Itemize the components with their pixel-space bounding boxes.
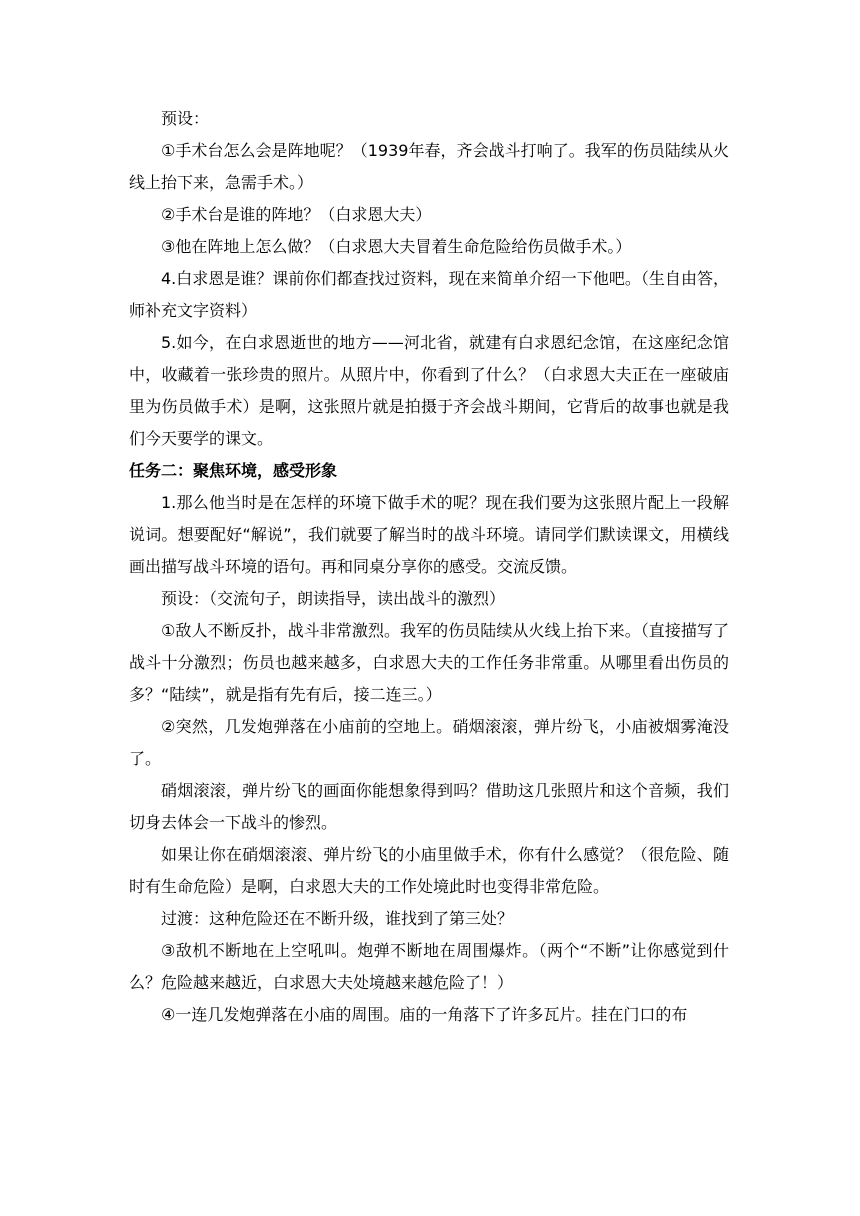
paragraph-imagine: 硝烟滚滚，弹片纷飞的画面你能想象得到吗？借助这几张照片和这个音频，我们切身去体会一下战斗的惨烈。 (129, 781, 729, 832)
paragraph-preset-1: 预设： (161, 109, 210, 128)
document-page (129, 103, 729, 1031)
section-heading-task-2: 任务二：聚焦环境，感受形象 (129, 461, 338, 480)
paragraph-question-2: ②手术台是谁的阵地？（白求恩大夫） (161, 205, 432, 224)
paragraph-sentence-3: ③敌机不断地在上空吼叫。炮弹不断地在周围爆炸。（两个“不断”让你感觉到什么？危险越来越近，白求恩大夫处境越来越危险了！） (129, 941, 729, 992)
paragraph-question-1: ①手术台怎么会是阵地呢？（1939年春，齐会战斗打响了。我军的伤员陆续从火线上抬下来，急需手术。） (129, 141, 729, 192)
paragraph-item-4: 4.白求恩是谁？课前你们都查找过资料，现在来简单介绍一下他吧。（生自由答，师补充文字资料） (129, 269, 729, 320)
paragraph-preset-2: 预设：（交流句子，朗读指导，读出战斗的激烈） (161, 589, 506, 608)
paragraph-transition: 过渡：这种危险还在不断升级，谁找到了第三处？ (161, 909, 514, 928)
paragraph-sentence-2: ②突然，几发炮弹落在小庙前的空地上。硝烟滚滚，弹片纷飞，小庙被烟雾淹没了。 (129, 717, 729, 768)
paragraph-question-3: ③他在阵地上怎么做？（白求恩大夫冒着生命危险给伤员做手术。） (161, 237, 632, 256)
paragraph-sentence-1: ①敌人不断反扑，战斗非常激烈。我军的伤员陆续从火线上抬下来。（直接描写了战斗十分激烈；伤员也越来越多，白求恩大夫的工作任务非常重。从哪里看出伤员的多？“陆续”，就是指有先有后，接二连三。） (129, 621, 729, 704)
paragraph-sentence-4: ④一连几发炮弹落在小庙的周围。庙的一角落下了许多瓦片。挂在门口的布 (161, 1005, 688, 1024)
paragraph-task2-item-1: 1.那么他当时是在怎样的环境下做手术的呢？现在我们要为这张照片配上一段解说词。想要配好“解说”，我们就要了解当时的战斗环境。请同学们默读课文，用横线画出描写战斗环境的语句。再和同桌分享你的感受。交流反馈。 (129, 493, 729, 576)
paragraph-feeling: 如果让你在硝烟滚滚、弹片纷飞的小庙里做手术，你有什么感觉？（很危险、随时有生命危险）是啊，白求恩大夫的工作处境此时也变得非常危险。 (129, 845, 729, 896)
paragraph-item-5: 5.如今，在白求恩逝世的地方——河北省，就建有白求恩纪念馆，在这座纪念馆中，收藏着一张珍贵的照片。从照片中，你看到了什么？（白求恩大夫正在一座破庙里为伤员做手术）是啊，这张照片就是拍摄于齐会战斗期间，它背后的故事也就是我们今天要学的课文。 (129, 333, 729, 448)
